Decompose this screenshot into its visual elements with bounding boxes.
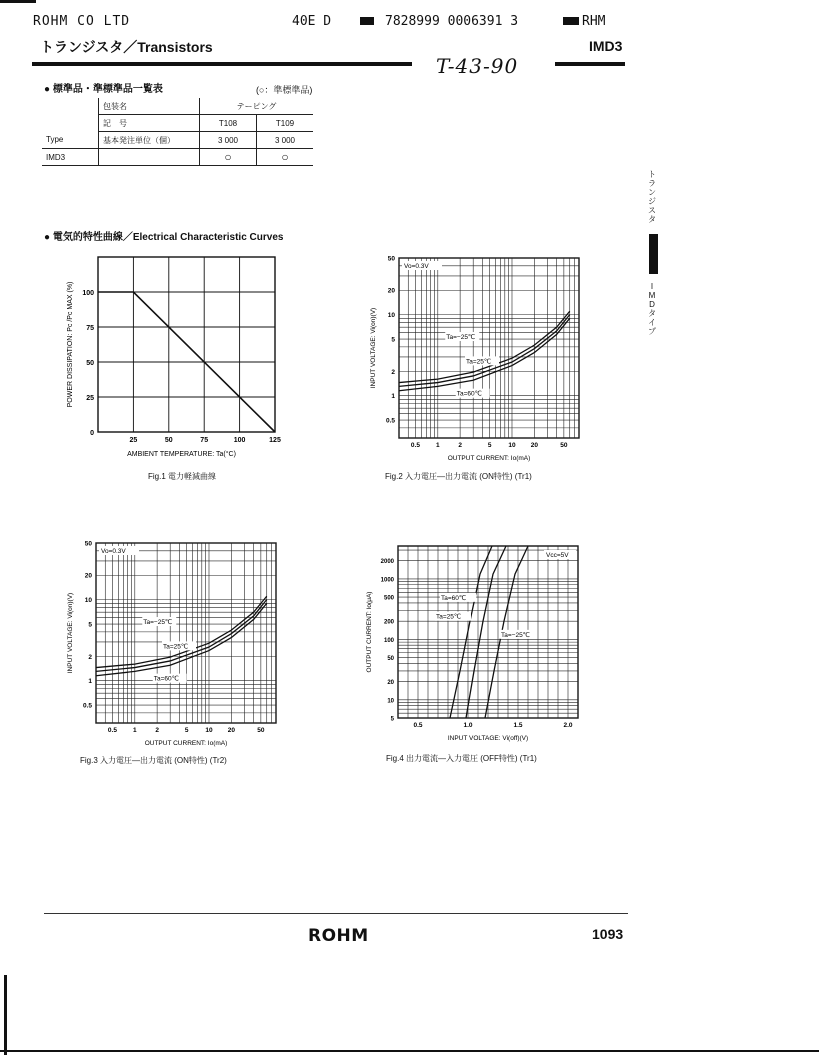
code-t109: T109	[257, 115, 314, 132]
fig1-x-tick: 25	[129, 437, 138, 444]
fig3-annotation-vo: Vo=0.3V	[101, 548, 126, 555]
handwritten-note: T-43-90	[436, 54, 519, 78]
fig1-chart	[60, 252, 300, 462]
fig4-x-tick: 1.0	[463, 722, 473, 729]
brand-tag: RHM	[582, 14, 606, 29]
fig3-x-tick: 10	[205, 727, 213, 734]
fig1-x-tick: 75	[200, 437, 209, 444]
fig2-x-tick: 2	[458, 442, 462, 449]
side-tab-bar	[649, 234, 658, 274]
standards-heading: ● 標準品・準標準品一覧表	[44, 84, 163, 95]
fig3-x-tick: 20	[227, 727, 235, 734]
fig4-chart	[362, 538, 592, 748]
fig4-x-label: INPUT VOLTAGE: Vi(off)(V)	[447, 735, 529, 742]
fig2-caption: Fig.2 入力電圧―出力電流 (ON特性) (Tr1)	[385, 472, 532, 481]
fig2-x-tick: 0.5	[410, 442, 420, 449]
barcode-block	[360, 17, 374, 25]
fig3-x-tick: 5	[184, 727, 189, 734]
fig2-x-tick: 10	[508, 442, 516, 449]
fig2-annotation-ta: Ta=60℃	[456, 390, 482, 398]
fig3-y-tick: 0.5	[82, 702, 92, 710]
package-value: テーピング	[200, 98, 314, 115]
fig3-caption: Fig.3 入力電圧―出力電流 (ON特性) (Tr2)	[80, 756, 227, 765]
fig3-chart	[62, 535, 282, 750]
mark-t109: ○	[257, 149, 314, 166]
standards-legend: (○：準標準品)	[256, 85, 313, 95]
fig1-x-label: AMBIENT TEMPERATURE: Ta(°C)	[127, 451, 236, 458]
fig4-y-tick: 5	[390, 716, 394, 723]
mark-t108: ○	[200, 149, 257, 166]
fig2-x-label: OUTPUT CURRENT: Io(mA)	[447, 455, 531, 462]
fig3-y-tick: 5	[88, 621, 92, 629]
fig4-x-tick: 2.0	[563, 722, 573, 729]
part-number: IMD3	[589, 38, 623, 54]
curves-heading: ● 電気的特性曲線／Electrical Characteristic Curves	[44, 232, 284, 243]
fig2-x-tick: 1	[435, 442, 440, 449]
fig3-x-tick: 0.5	[107, 727, 117, 734]
part-name-cell: IMD3	[42, 149, 99, 166]
fig2-y-tick: 5	[391, 336, 395, 344]
scan-edge-top	[0, 0, 36, 3]
fig2-y-label: INPUT VOLTAGE: Vi(on)(V)	[370, 307, 377, 389]
fig1-x-tick: 50	[164, 437, 173, 444]
fig2-annotation-ta: Ta=25℃	[466, 358, 492, 366]
fig4-annotation-ta: Ta=25℃	[436, 613, 462, 621]
date-code: 40E D	[292, 14, 332, 29]
fig4-x-tick: 0.5	[413, 722, 423, 729]
company-code: ROHM CO LTD	[33, 14, 131, 29]
fig3-y-tick: 10	[84, 597, 92, 605]
fig1-y-label: POWER DISSIPATION: Pc /Pc MAX (%)	[67, 281, 74, 408]
fig4-y-tick: 2000	[380, 559, 394, 566]
fig3-y-tick: 20	[84, 572, 92, 580]
fig2-y-tick: 0.5	[385, 417, 395, 425]
fig4-y-label: OUTPUT CURRENT: Io(μA)	[366, 591, 373, 673]
side-tab-top: ト ラ ン ジ ス タ	[648, 170, 656, 224]
fig3-y-label: INPUT VOLTAGE: Vi(on)(V)	[67, 592, 74, 674]
fig3-y-tick: 1	[88, 678, 92, 686]
fig3-y-tick: 50	[84, 540, 92, 548]
document-number: 7828999 0006391 3	[385, 14, 519, 29]
fig3-annotation-ta: Ta=60℃	[153, 675, 179, 683]
code-label: 記 号	[99, 115, 200, 132]
package-label: 包装名	[99, 98, 200, 115]
fig1-y-tick: 0	[90, 430, 94, 437]
fig2-y-tick: 10	[387, 312, 395, 320]
fig4-y-tick: 20	[387, 680, 394, 687]
fig2-y-tick: 20	[387, 287, 395, 295]
page-title: トランジスタ／Transistors	[40, 39, 213, 55]
unit-t108: 3 000	[200, 132, 257, 149]
fig3-annotation-ta: Ta=25℃	[163, 643, 189, 651]
fig3-x-tick: 50	[257, 727, 265, 734]
fig3-x-label: OUTPUT CURRENT: Io(mA)	[144, 740, 228, 747]
fig2-y-tick: 50	[387, 255, 395, 263]
fig1-y-tick: 100	[82, 290, 94, 297]
fig4-x-tick: 1.5	[513, 722, 523, 729]
fig3-frame	[96, 543, 276, 723]
fig2-annotation-ta: Ta=−25℃	[446, 334, 476, 342]
fig4-y-tick: 10	[387, 698, 394, 705]
header-rule	[32, 62, 412, 66]
barcode-block-2	[563, 17, 579, 25]
fig4-y-tick: 500	[383, 595, 394, 602]
fig1-y-tick: 25	[86, 395, 94, 402]
fig4-caption: Fig.4 出力電流―入力電圧 (OFF特性) (Tr1)	[386, 754, 537, 763]
fig2-chart	[365, 250, 585, 465]
fig2-x-tick: 5	[487, 442, 492, 449]
fig4-y-tick: 1000	[380, 577, 394, 584]
fig2-x-tick: 20	[530, 442, 538, 449]
fig4-y-tick: 200	[383, 619, 394, 626]
fig1-caption: Fig.1 電力軽減曲線	[148, 472, 217, 481]
fig3-x-tick: 1	[132, 727, 137, 734]
standards-table	[42, 98, 313, 166]
fig3-y-tick: 2	[88, 653, 92, 661]
fig4-annotation-ta: Ta=−25℃	[501, 631, 530, 639]
fig1-y-tick: 50	[86, 360, 94, 367]
fig4-y-tick: 50	[387, 656, 394, 663]
fig3-annotation-ta: Ta=−25℃	[143, 619, 173, 627]
scan-edge-left	[4, 975, 7, 1055]
fig1-x-tick: 125	[269, 437, 281, 444]
fig4-y-tick: 100	[383, 637, 394, 644]
fig3-x-tick: 2	[155, 727, 159, 734]
fig2-x-tick: 50	[560, 442, 568, 449]
unit-t109: 3 000	[257, 132, 314, 149]
unit-label: 基本発注単位（個）	[99, 132, 200, 149]
fig2-y-tick: 1	[391, 393, 395, 401]
code-t108: T108	[200, 115, 257, 132]
fig1-x-tick: 100	[233, 437, 246, 444]
page-number: 1093	[592, 926, 624, 942]
fig2-frame	[399, 258, 579, 438]
rohm-logo: ROHM	[308, 926, 369, 946]
fig2-annotation-vo: Vo=0.3V	[404, 263, 429, 270]
side-tab-bottom: I M D タ イ プ	[648, 282, 656, 336]
fig4-annotation-vcc: Vcc=5V	[546, 552, 569, 559]
scan-edge-bottom	[0, 1050, 819, 1052]
fig4-annotation-ta: Ta=60℃	[441, 594, 467, 602]
type-label: Type	[42, 132, 99, 149]
header-rule-right	[555, 62, 625, 66]
footer-rule	[44, 913, 628, 914]
fig1-y-tick: 75	[86, 325, 94, 332]
fig2-y-tick: 2	[391, 368, 395, 376]
